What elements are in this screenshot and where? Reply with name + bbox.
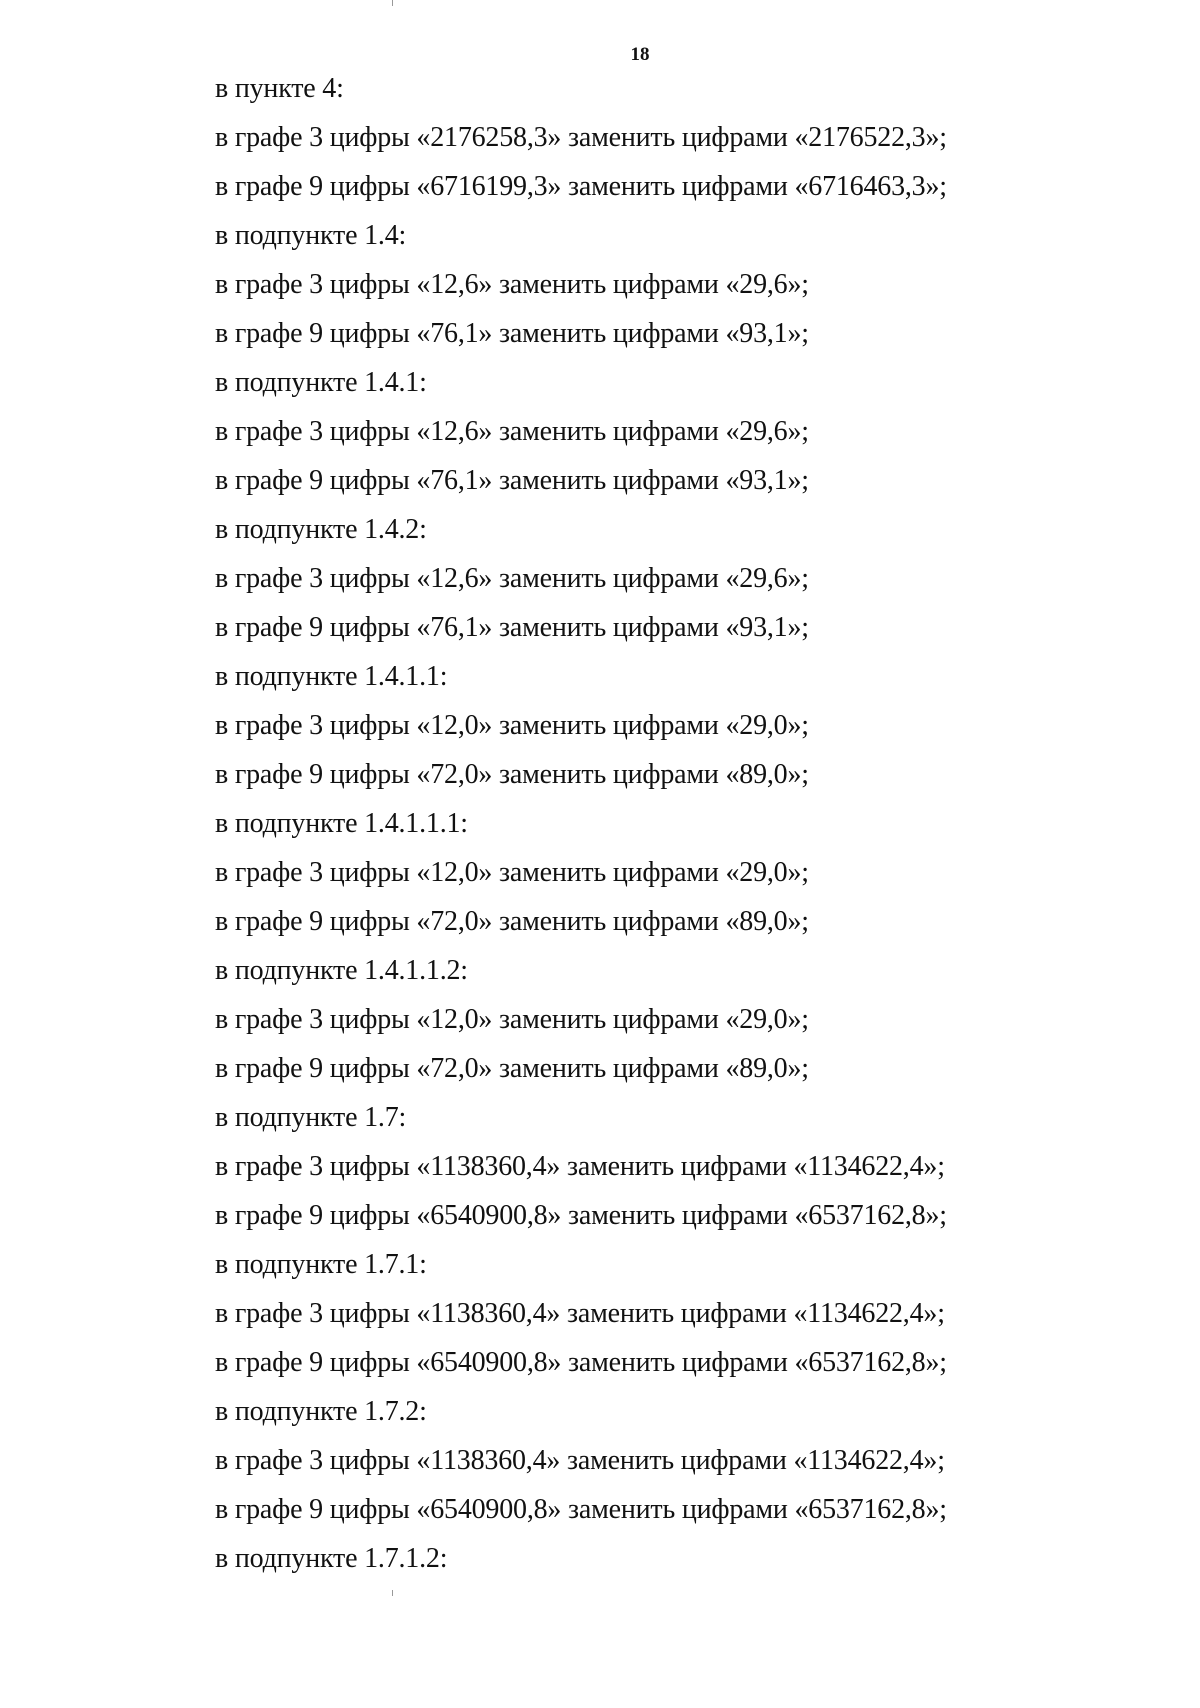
scan-speck bbox=[392, 1590, 393, 1596]
text-line: в графе 3 цифры «1138360,4» заменить цифрами «1134622,4»; bbox=[215, 1298, 945, 1329]
text-line: в подпункте 1.4: bbox=[215, 220, 407, 251]
text-line: в подпункте 1.4.1.1: bbox=[215, 661, 448, 692]
text-line: в графе 3 цифры «1138360,4» заменить цифрами «1134622,4»; bbox=[215, 1151, 945, 1182]
text-line: в подпункте 1.4.1.1.2: bbox=[215, 955, 468, 986]
text-line: в подпункте 1.4.1.1.1: bbox=[215, 808, 468, 839]
text-line: в графе 3 цифры «12,6» заменить цифрами «29,6»; bbox=[215, 416, 809, 447]
text-line: в графе 3 цифры «2176258,3» заменить цифрами «2176522,3»; bbox=[215, 122, 947, 153]
text-line: в графе 3 цифры «12,6» заменить цифрами «29,6»; bbox=[215, 563, 809, 594]
text-line: в графе 3 цифры «12,6» заменить цифрами «29,6»; bbox=[215, 269, 809, 300]
text-line: в графе 9 цифры «72,0» заменить цифрами «89,0»; bbox=[215, 1053, 809, 1084]
text-line: в пункте 4: bbox=[215, 73, 344, 104]
text-line: в графе 3 цифры «12,0» заменить цифрами «29,0»; bbox=[215, 857, 809, 888]
text-line: в графе 9 цифры «72,0» заменить цифрами «89,0»; bbox=[215, 906, 809, 937]
document-body bbox=[215, 64, 1155, 1583]
text-line: в подпункте 1.4.1: bbox=[215, 367, 427, 398]
text-line: в графе 3 цифры «1138360,4» заменить цифрами «1134622,4»; bbox=[215, 1445, 945, 1476]
page-number: 18 bbox=[630, 44, 650, 65]
text-line: в графе 9 цифры «6716199,3» заменить цифрами «6716463,3»; bbox=[215, 171, 947, 202]
text-line: в подпункте 1.4.2: bbox=[215, 514, 427, 545]
text-line: в графе 9 цифры «6540900,8» заменить цифрами «6537162,8»; bbox=[215, 1347, 947, 1378]
text-line: в графе 3 цифры «12,0» заменить цифрами «29,0»; bbox=[215, 710, 809, 741]
text-line: в подпункте 1.7: bbox=[215, 1102, 407, 1133]
text-line: в подпункте 1.7.1: bbox=[215, 1249, 427, 1280]
text-line: в графе 9 цифры «76,1» заменить цифрами «93,1»; bbox=[215, 465, 809, 496]
text-line: в графе 9 цифры «6540900,8» заменить цифрами «6537162,8»; bbox=[215, 1200, 947, 1231]
text-line: в графе 9 цифры «6540900,8» заменить цифрами «6537162,8»; bbox=[215, 1494, 947, 1525]
text-line: в графе 9 цифры «76,1» заменить цифрами «93,1»; bbox=[215, 612, 809, 643]
text-line: в графе 3 цифры «12,0» заменить цифрами «29,0»; bbox=[215, 1004, 809, 1035]
scan-speck bbox=[392, 0, 393, 6]
text-line: в подпункте 1.7.2: bbox=[215, 1396, 427, 1427]
text-line: в графе 9 цифры «72,0» заменить цифрами «89,0»; bbox=[215, 759, 809, 790]
text-line: в графе 9 цифры «76,1» заменить цифрами «93,1»; bbox=[215, 318, 809, 349]
text-line: в подпункте 1.7.1.2: bbox=[215, 1543, 448, 1574]
